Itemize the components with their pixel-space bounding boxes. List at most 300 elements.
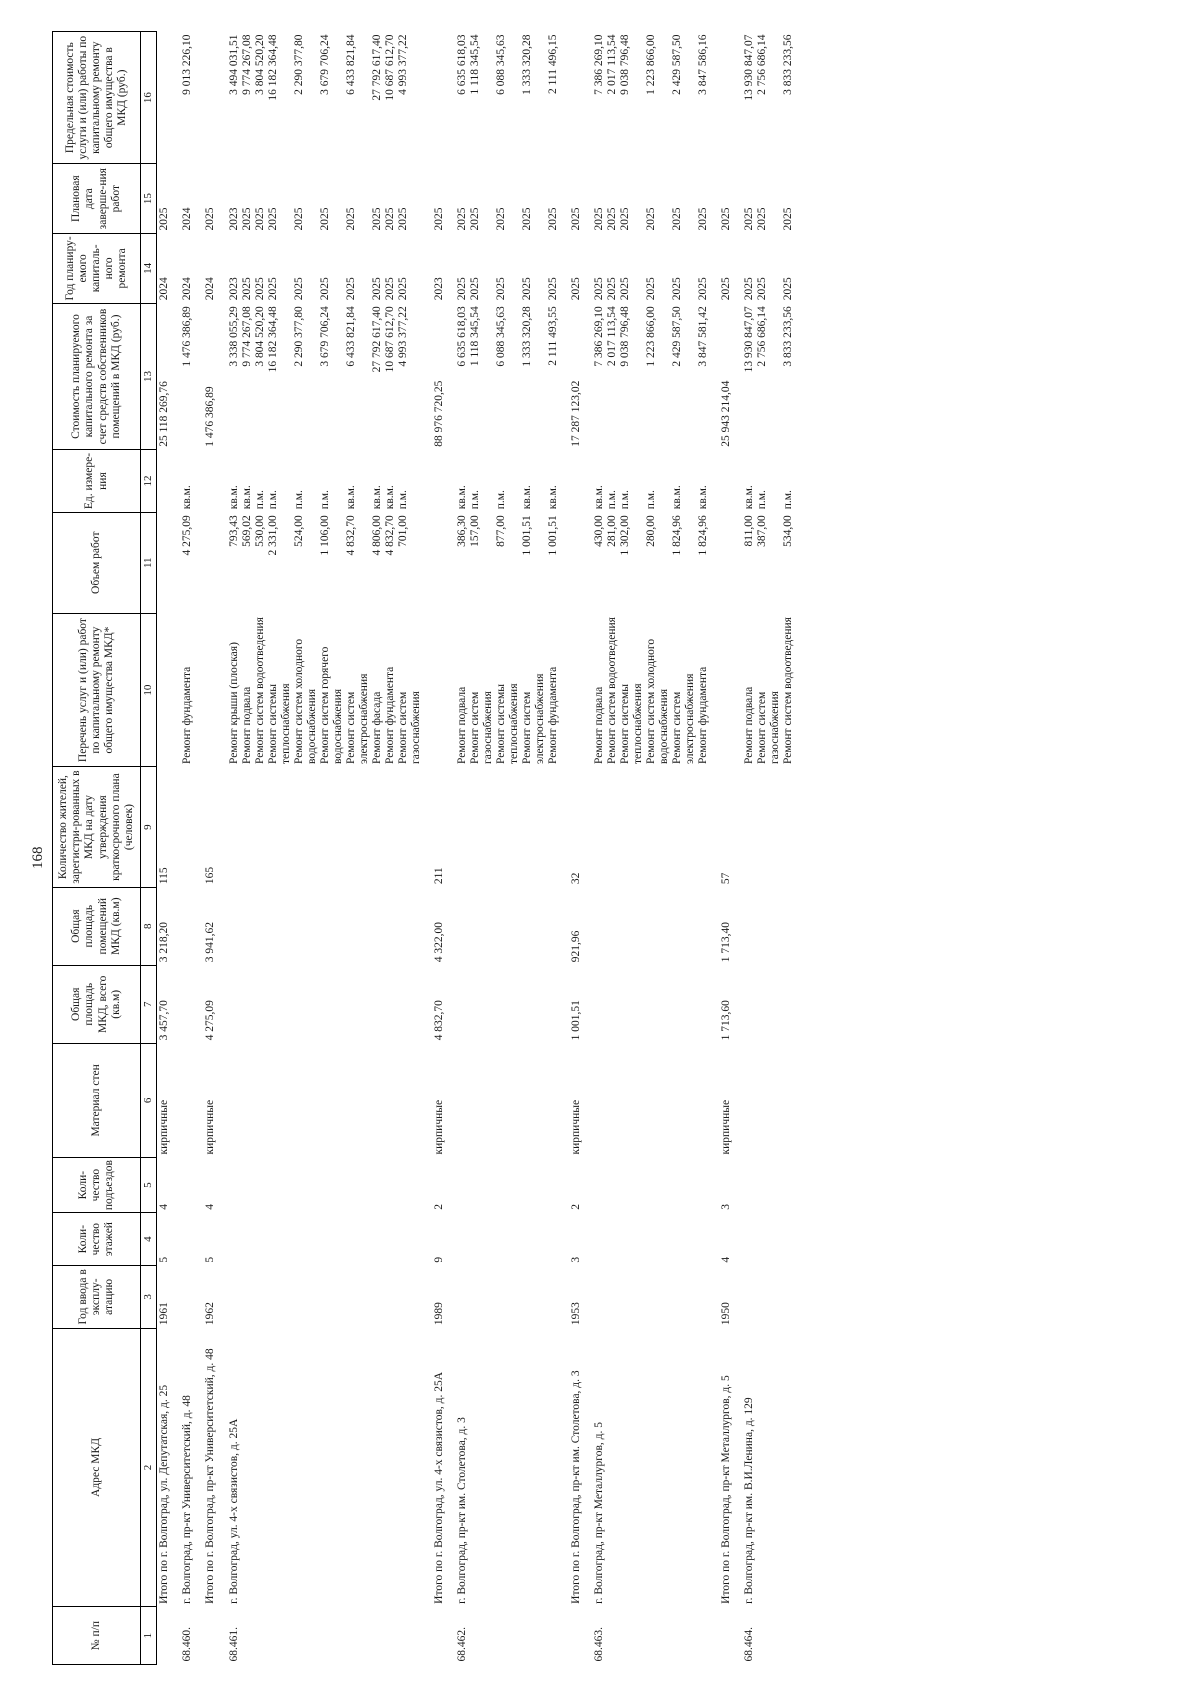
work-plan-year: 2025 [292, 277, 305, 301]
entrances-count: 4 [204, 1203, 217, 1210]
gap-cell [219, 32, 227, 1665]
table-header [53, 32, 157, 1665]
empty-cell [203, 450, 218, 512]
item-number: 68.460. [181, 1627, 194, 1662]
work-plan-year-list [742, 234, 796, 304]
empty-cell [592, 1266, 711, 1328]
work-end-year: 2025 [743, 207, 756, 231]
repair-plan-table [52, 31, 804, 1665]
row-gap [796, 32, 804, 1665]
residents-count: 211 [432, 867, 445, 885]
year-built: 1961 [157, 1302, 170, 1326]
work-unit: кв.м. [743, 485, 756, 510]
object-row [180, 32, 195, 1665]
empty-cell [592, 887, 711, 965]
work-cost: 2 111 493,55 [546, 306, 559, 366]
work-volume: 386,30 [455, 515, 468, 547]
end-year: 2025 [432, 207, 445, 231]
total-cost: 17 287 123,02 [569, 380, 582, 447]
work-volume: 1 001,51 [520, 515, 533, 556]
work-name: Ремонт системы теплоснабжения [619, 683, 645, 764]
work-limit-list [227, 32, 424, 164]
empty-cell [592, 965, 711, 1043]
empty-cell [592, 1043, 711, 1157]
work-unit: кв.м. [671, 485, 684, 510]
empty-cell [432, 1607, 447, 1665]
total-area: 3 457,70 [157, 1000, 170, 1041]
empty-cell [180, 767, 195, 887]
work-volume: 4 832,70 [383, 515, 396, 556]
work-volume-list [742, 512, 796, 613]
table-body [156, 32, 804, 1665]
plan-year: 2024 [157, 277, 170, 301]
work-unit: кв.м. [383, 485, 396, 510]
row-gap [219, 32, 227, 1665]
wall-material: кирпичные [569, 1099, 582, 1155]
empty-cell [592, 1213, 711, 1266]
column-number: 14 [141, 234, 157, 304]
empty-cell [432, 32, 447, 164]
work-plan-year: 2025 [697, 277, 710, 301]
work-end-year: 2025 [671, 207, 684, 231]
empty-cell [719, 450, 734, 512]
work-plan-year-list [592, 234, 711, 304]
work-name: Ремонт подвала [455, 686, 468, 764]
empty-cell [227, 1043, 424, 1157]
empty-cell [227, 767, 424, 887]
work-name-list [180, 613, 195, 767]
work-limit-list [742, 32, 796, 164]
work-name: Ремонт подвала [743, 686, 756, 764]
total-cost: 25 118 269,76 [157, 381, 170, 447]
work-volume: 430,00 [593, 515, 606, 547]
work-name: Ремонт системы теплоснабжения [494, 683, 521, 764]
work-limit: 9 774 267,08 [240, 34, 253, 95]
empty-cell [180, 965, 195, 1043]
wall-material: кирпичные [157, 1099, 170, 1155]
work-plan-year: 2025 [671, 277, 684, 301]
column-number: 13 [141, 303, 157, 450]
work-plan-year: 2025 [344, 277, 357, 301]
work-cost-list [180, 303, 195, 450]
gap-cell [195, 32, 203, 1665]
work-plan-year: 2025 [253, 277, 266, 301]
year-built: 1962 [204, 1302, 217, 1326]
work-volume: 157,00 [468, 515, 481, 547]
empty-cell [455, 767, 561, 887]
work-cost: 1 476 386,89 [181, 306, 194, 367]
empty-cell [719, 613, 734, 767]
empty-cell [569, 1607, 584, 1665]
work-unit: п.м. [292, 490, 305, 510]
work-unit: п.м. [756, 490, 769, 510]
empty-cell [227, 965, 424, 1043]
entrances-count: 3 [720, 1203, 733, 1210]
work-unit: кв.м. [240, 485, 253, 510]
work-end-year: 2025 [253, 207, 266, 231]
column-number: 2 [141, 1328, 157, 1607]
empty-cell [742, 1157, 796, 1212]
work-end-year-list [180, 164, 195, 234]
work-unit: п.м. [253, 490, 266, 510]
work-cost: 1 118 345,54 [468, 306, 481, 367]
work-cost: 10 687 612,70 [383, 306, 396, 373]
work-limit: 2 290 377,80 [292, 34, 305, 95]
work-cost: 13 930 847,07 [743, 306, 756, 373]
work-name-list [742, 613, 796, 767]
total-cost: 88 976 720,25 [432, 380, 445, 447]
work-unit: кв.м. [181, 485, 194, 510]
rooms-area: 3 941,62 [204, 921, 217, 963]
empty-cell [156, 613, 172, 767]
total-area: 4 275,09 [204, 1000, 217, 1041]
work-unit: п.м. [468, 490, 481, 510]
work-volume-list [180, 512, 195, 613]
column-header: Год планиру-емого капиталь-ного ремонта [53, 234, 141, 304]
work-name: Ремонт систем горячего водоснабжения [318, 646, 344, 764]
work-cost: 2 756 686,14 [756, 306, 769, 367]
column-header: Ед. измере-ния [53, 450, 141, 512]
work-cost: 1 333 320,28 [520, 306, 533, 367]
work-volume-list [227, 512, 424, 613]
work-name: Ремонт систем электроснабжения [520, 673, 547, 764]
work-cost: 3 338 055,29 [227, 306, 240, 367]
object-address: г. Волгоград, пр-кт Университетский, д. 48 [181, 1395, 194, 1604]
column-header: Материал стен [53, 1043, 141, 1157]
work-end-year-list [227, 164, 424, 234]
work-name: Ремонт систем газоснабжения [756, 691, 782, 764]
work-cost: 4 993 377,22 [396, 306, 409, 367]
column-number: 11 [141, 512, 157, 613]
work-end-year: 2025 [292, 207, 305, 231]
work-end-year: 2025 [697, 207, 710, 231]
row-gap [734, 32, 742, 1665]
work-limit: 27 792 617,40 [370, 34, 383, 101]
work-name: Ремонт фасада [370, 691, 383, 764]
work-limit: 9 013 226,10 [181, 34, 194, 95]
empty-cell [156, 32, 172, 164]
column-header: Адрес МКД [53, 1328, 141, 1607]
object-row [227, 32, 424, 1665]
work-limit: 2 429 587,50 [671, 34, 684, 95]
empty-cell [569, 512, 584, 613]
work-unit: кв.м. [455, 485, 468, 510]
total-area: 1 713,60 [720, 1000, 733, 1041]
work-unit: п.м. [606, 490, 619, 510]
gap-cell [796, 32, 804, 1665]
work-cost-list [742, 303, 796, 450]
work-name-list [592, 613, 711, 767]
work-end-year: 2025 [468, 207, 481, 231]
work-volume: 4 832,70 [344, 515, 357, 556]
column-number: 16 [141, 32, 157, 164]
empty-cell [592, 767, 711, 887]
item-number: 68.463. [593, 1627, 606, 1662]
floors-count: 5 [204, 1256, 217, 1263]
empty-cell [569, 450, 584, 512]
residents-count: 57 [720, 872, 733, 885]
column-number: 4 [141, 1213, 157, 1266]
empty-cell [180, 1157, 195, 1212]
item-number: 68.462. [455, 1627, 468, 1662]
rooms-area: 3 218,20 [157, 921, 170, 963]
work-plan-year: 2025 [520, 277, 533, 301]
work-end-year: 2025 [606, 207, 619, 231]
work-limit: 1 333 320,28 [520, 34, 533, 95]
empty-cell [203, 32, 218, 164]
year-built: 1953 [569, 1302, 582, 1326]
work-limit: 3 847 586,16 [697, 34, 710, 95]
row-gap [172, 32, 180, 1665]
empty-cell [455, 1043, 561, 1157]
empty-cell [432, 613, 447, 767]
empty-cell [227, 887, 424, 965]
column-number: 10 [141, 613, 157, 767]
work-unit: п.м. [645, 490, 658, 510]
work-plan-year: 2025 [606, 277, 619, 301]
work-cost: 6 088 345,63 [494, 306, 507, 367]
work-name: Ремонт фундамента [383, 666, 396, 764]
work-end-year: 2025 [318, 207, 331, 231]
work-name: Ремонт фундамента [697, 666, 710, 764]
total-area: 4 832,70 [432, 1000, 445, 1041]
work-end-year: 2025 [383, 207, 396, 231]
wall-material: кирпичные [432, 1099, 445, 1155]
work-volume: 701,00 [396, 515, 409, 547]
gap-cell [447, 32, 455, 1665]
gap-cell [734, 32, 742, 1665]
work-volume: 1 106,00 [318, 515, 331, 556]
work-volume: 4 275,09 [181, 515, 194, 556]
work-plan-year: 2025 [266, 277, 279, 301]
year-built: 1989 [432, 1302, 445, 1326]
work-volume: 877,00 [494, 515, 507, 547]
work-limit: 3 833 233,56 [782, 34, 795, 95]
empty-cell [742, 887, 796, 965]
work-name: Ремонт подвала [593, 686, 606, 764]
work-unit: п.м. [318, 490, 331, 510]
empty-cell [156, 1607, 172, 1665]
column-number: 6 [141, 1043, 157, 1157]
rooms-area: 921,96 [569, 930, 582, 963]
work-limit: 9 038 796,48 [619, 34, 632, 95]
work-end-year: 2025 [782, 207, 795, 231]
column-number: 3 [141, 1266, 157, 1328]
work-cost: 6 635 618,03 [455, 306, 468, 367]
work-end-year: 2023 [227, 207, 240, 231]
work-unit: п.м. [494, 490, 507, 510]
empty-cell [203, 613, 218, 767]
total-address: Итого по г. Волгоград, пр-кт им. Столетова, д. 3 [569, 1370, 582, 1604]
work-limit: 1 223 866,00 [645, 34, 658, 95]
work-cost: 27 792 617,40 [370, 306, 383, 373]
work-volume: 530,00 [253, 515, 266, 547]
work-name: Ремонт систем газоснабжения [396, 691, 422, 764]
empty-cell [742, 767, 796, 887]
work-end-year: 2025 [520, 207, 533, 231]
plan-year: 2025 [720, 277, 733, 301]
work-cost: 9 038 796,48 [619, 306, 632, 367]
work-volume: 569,02 [240, 515, 253, 547]
work-unit: кв.м. [697, 485, 710, 510]
floors-count: 5 [157, 1256, 170, 1263]
total-cost: 1 476 386,89 [204, 386, 217, 447]
work-cost: 9 774 267,08 [240, 306, 253, 367]
empty-cell [569, 32, 584, 164]
work-end-year: 2025 [396, 207, 409, 231]
wall-material: кирпичные [204, 1099, 217, 1155]
work-end-year: 2025 [455, 207, 468, 231]
empty-cell [180, 1266, 195, 1328]
object-address: г. Волгоград, пр-кт им. В.И.Ленина, д. 129 [743, 1397, 756, 1604]
work-plan-year: 2025 [455, 277, 468, 301]
work-cost-list [227, 303, 424, 450]
floors-count: 4 [720, 1256, 733, 1263]
work-name: Ремонт систем водоотведения [782, 617, 795, 764]
work-volume: 4 806,00 [370, 515, 383, 556]
work-name-list [455, 613, 561, 767]
work-name: Ремонт систем водоотведения [606, 617, 619, 764]
work-unit-list [592, 450, 711, 512]
empty-cell [180, 1213, 195, 1266]
work-volume: 387,00 [756, 515, 769, 547]
column-header: Стоимость планируемого капитального ремонта за счет средств собственников помещений в МКД (руб.) [53, 303, 141, 450]
work-name: Ремонт систем водоотведения [253, 617, 266, 764]
work-volume: 811,00 [743, 515, 756, 547]
work-limit: 6 635 618,03 [455, 34, 468, 95]
work-plan-year: 2025 [593, 277, 606, 301]
work-plan-year: 2025 [782, 277, 795, 301]
empty-cell [455, 1266, 561, 1328]
work-limit: 16 182 364,48 [266, 34, 279, 101]
gap-cell [711, 32, 719, 1665]
residents-count: 165 [204, 866, 217, 885]
work-cost: 16 182 364,48 [266, 306, 279, 373]
work-end-year: 2025 [494, 207, 507, 231]
work-volume: 524,00 [292, 515, 305, 547]
row-gap [195, 32, 203, 1665]
object-row [592, 32, 711, 1665]
work-end-year: 2025 [619, 207, 632, 231]
work-cost: 2 290 377,80 [292, 306, 305, 367]
work-name: Ремонт крыши (плоская) [227, 642, 240, 764]
work-end-year: 2025 [344, 207, 357, 231]
work-limit: 4 993 377,22 [396, 34, 409, 95]
work-limit-list [180, 32, 195, 164]
column-header: Предельная стоимость услуги и (или) работы по капитальному ремонту общего имущества в МКД (руб.) [53, 32, 141, 164]
work-unit: кв.м. [546, 485, 559, 510]
entrances-count: 4 [157, 1203, 170, 1210]
work-cost: 3 804 520,20 [253, 306, 266, 367]
work-plan-year: 2025 [318, 277, 331, 301]
object-address: г. Волгоград, пр-кт им. Столетова, д. 3 [455, 1417, 468, 1604]
row-gap [424, 32, 432, 1665]
column-header: Плановая дата заверше-ния работ [53, 164, 141, 234]
work-end-year-list [742, 164, 796, 234]
work-plan-year: 2025 [546, 277, 559, 301]
work-end-year: 2025 [266, 207, 279, 231]
plan-year: 2025 [569, 277, 582, 301]
work-name: Ремонт систем электроснабжения [344, 673, 370, 764]
work-plan-year: 2024 [181, 277, 194, 301]
work-name: Ремонт систем холодного водоснабжения [645, 638, 671, 764]
column-number: 15 [141, 164, 157, 234]
gap-cell [424, 32, 432, 1665]
work-unit: п.м. [782, 490, 795, 510]
empty-cell [719, 1607, 734, 1665]
work-limit: 1 118 345,54 [468, 34, 481, 95]
work-plan-year: 2025 [756, 277, 769, 301]
work-cost: 6 433 821,84 [344, 306, 357, 367]
work-volume: 2 331,00 [266, 515, 279, 556]
work-end-year-list [455, 164, 561, 234]
plan-year: 2023 [432, 277, 445, 301]
work-limit-list [592, 32, 711, 164]
work-volume: 1 824,96 [671, 515, 684, 556]
work-volume-list [592, 512, 711, 613]
empty-cell [742, 965, 796, 1043]
work-limit: 7 386 269,10 [593, 34, 606, 95]
work-end-year-list [592, 164, 711, 234]
item-number: 68.464. [743, 1627, 756, 1662]
total-address: Итого по г. Волгоград, пр-кт Университетский, д. 48 [204, 1348, 217, 1604]
work-limit: 3 679 706,24 [318, 34, 331, 95]
work-limit: 3 804 520,20 [253, 34, 266, 95]
work-plan-year-list [227, 234, 424, 304]
empty-cell [432, 450, 447, 512]
work-volume: 793,43 [227, 515, 240, 547]
column-header: Объем работ [53, 512, 141, 613]
total-row [203, 32, 218, 1665]
work-volume: 1 001,51 [546, 515, 559, 556]
column-header: Общая площадь помещений МКД (кв.м) [53, 887, 141, 965]
empty-cell [227, 1213, 424, 1266]
work-unit: кв.м. [593, 485, 606, 510]
work-cost-list [455, 303, 561, 450]
page-number: 168 [30, 846, 46, 869]
year-built: 1950 [720, 1302, 733, 1326]
work-plan-year-list [180, 234, 195, 304]
row-gap [584, 32, 592, 1665]
work-limit: 2 111 496,15 [546, 34, 559, 95]
empty-cell [569, 613, 584, 767]
work-plan-year: 2025 [240, 277, 253, 301]
floors-count: 9 [432, 1256, 445, 1263]
work-unit-list [742, 450, 796, 512]
column-header: № п/п [53, 1607, 141, 1665]
gap-cell [172, 32, 180, 1665]
work-unit: кв.м. [520, 485, 533, 510]
work-unit-list [227, 450, 424, 512]
empty-cell [455, 965, 561, 1043]
column-header: Количество жителей, зарегистри-рованных в МКД на дату утверждения краткосрочного плана (человек) [53, 767, 141, 887]
work-limit: 13 930 847,07 [743, 34, 756, 101]
gap-cell [561, 32, 569, 1665]
work-unit: кв.м. [227, 485, 240, 510]
work-volume: 1 302,00 [619, 515, 632, 556]
rooms-area: 1 713,40 [720, 921, 733, 963]
empty-cell [719, 32, 734, 164]
work-name: Ремонт системы теплоснабжения [266, 683, 292, 764]
column-number: 7 [141, 965, 157, 1043]
residents-count: 32 [569, 872, 582, 885]
work-end-year: 2024 [181, 207, 194, 231]
empty-cell [742, 1266, 796, 1328]
row-gap [711, 32, 719, 1665]
work-unit: п.м. [266, 490, 279, 510]
work-name: Ремонт подвала [240, 686, 253, 764]
end-year: 2025 [157, 207, 170, 231]
